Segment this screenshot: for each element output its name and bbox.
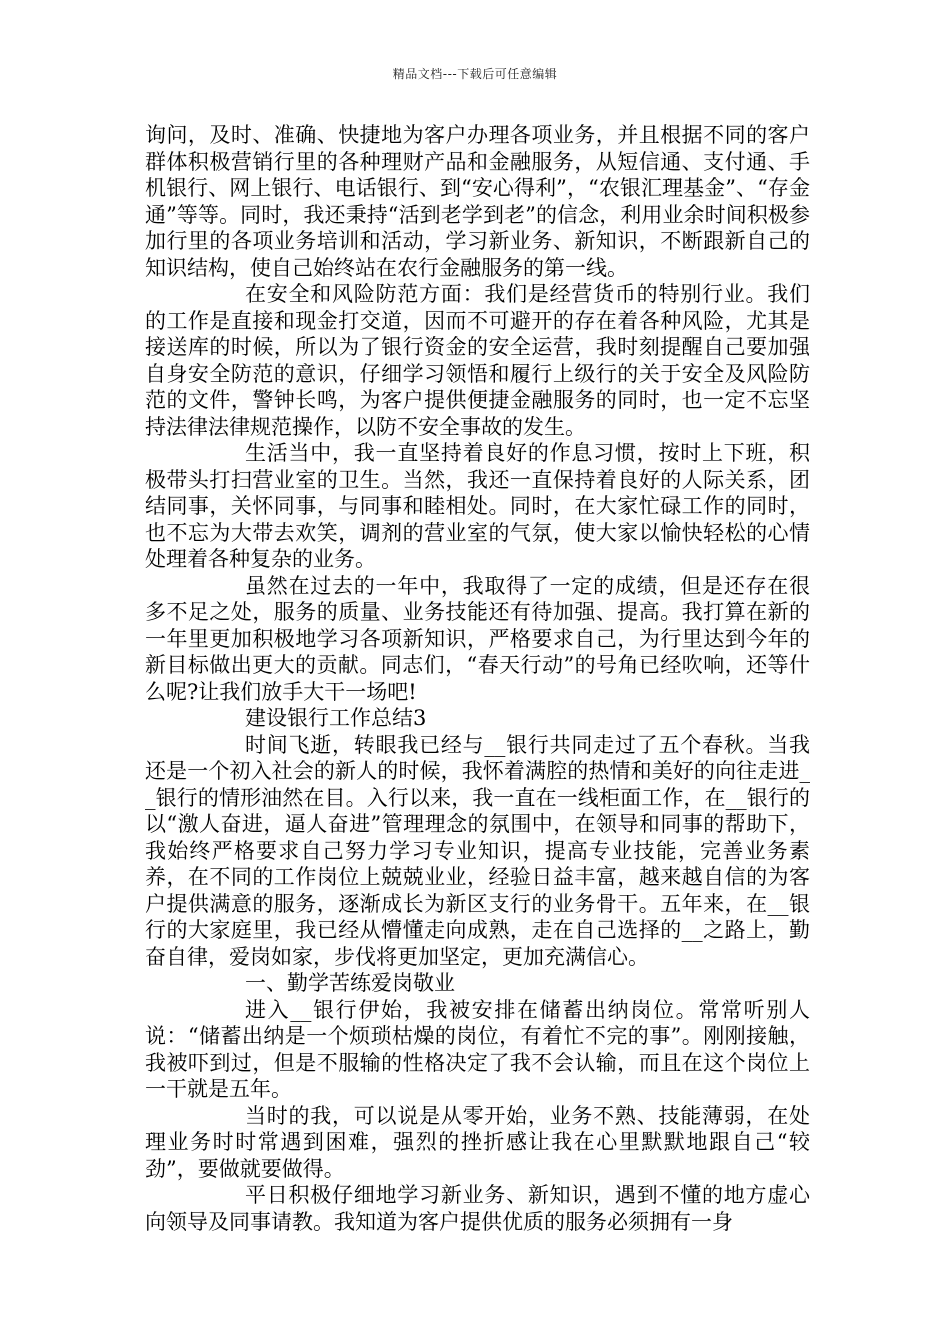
paragraph: 平日积极仔细地学习新业务、新知识，遇到不懂的地方虚心向领导及同事请教。我知道为客户提供优质的服务必须拥有一身 <box>145 1183 810 1234</box>
paragraph: 进入__银行伊始，我被安排在储蓄出纳岗位。常常听别人说：“储蓄出纳是一个烦琐枯燥的岗位，有着忙不完的事”。刚刚接触，我被吓到过，但是不服输的性格决定了我不会认输，而且在这个岗位上一干就是五年。 <box>145 997 810 1101</box>
paragraph: 在安全和风险防范方面：我们是经营货币的特别行业。我们的工作是直接和现金打交道，因而不可避开的存在着各种风险，尤其是接送库的时候，所以为了银行资金的安全运营，我时刻提醒自己要加强自身安全防范的意识，仔细学习领悟和履行上级行的关于安全及风险防范的文件，警钟长鸣，为客户提供便捷金融服务的同时，也一定不忘坚持法律法律规范操作，以防不安全事故的发生。 <box>145 282 810 439</box>
page-header: 精品文档---下载后可任意编辑 <box>392 67 558 81</box>
section-title: 建设银行工作总结3 <box>245 706 427 730</box>
paragraph: 当时的我，可以说是从零开始，业务不熟、技能薄弱，在处理业务时时常遇到困难，强烈的挫折感让我在心里默默地跟自己“较劲”，要做就要做得。 <box>145 1103 810 1181</box>
paragraph: 询问，及时、准确、快捷地为客户办理各项业务，并且根据不同的客户群体积极营销行里的各种理财产品和金融服务，从短信通、支付通、手机银行、网上银行、电话银行、到“安心得利”，“农银汇理基金”、“存金通”等等。同时，我还秉持“活到老学到老”的信念，利用业余时间积极参加行里的各项业务培训和活动，学习新业务、新知识，不断跟新自己的知识结构，使自己始终站在农行金融服务的第一线。 <box>145 123 810 280</box>
paragraph: 生活当中，我一直坚持着良好的作息习惯，按时上下班，积极带头打扫营业室的卫生。当然，我还一直保持着良好的人际关系，团结同事，关怀同事，与同事和睦相处。同时，在大家忙碌工作的同时，也不忘为大带去欢笑，调剂的营业室的气氛，使大家以愉快轻松的心情处理着各种复杂的业务。 <box>145 441 810 571</box>
document-body <box>145 122 810 1235</box>
paragraph: 虽然在过去的一年中，我取得了一定的成绩，但是还存在很多不足之处，服务的质量、业务技能还有待加强、提高。我打算在新的一年里更加积极地学习各项新知识，严格要求自己，为行里达到今年的新目标做出更大的贡献。同志们，“春天行动”的号角已经吹响，还等什么呢?让我们放手大干一场吧! <box>145 573 810 704</box>
paragraph: 时间飞逝，转眼我已经与__银行共同走过了五个春秋。当我还是一个初入社会的新人的时候，我怀着满腔的热情和美好的向往走进__银行的情形油然在目。入行以来，我一直在一线柜面工作，在__银行的以“激人奋进，逼人奋进”管理理念的氛围中，在领导和同事的帮助下，我始终严格要求自己努力学习专业知识，提高专业技能，完善业务素养，在不同的工作岗位上兢兢业业，经验日益丰富，越来越自信的为客户提供满意的服务，逐渐成长为新区支行的业务骨干。五年来，在__银行的大家庭里，我已经从懵懂走向成熟，走在自己选择的__之路上，勤奋自律，爱岗如家，步伐将更加坚定，更加充满信心。 <box>145 732 810 969</box>
section-heading: 一、勤学苦练爱岗敬业 <box>245 971 455 995</box>
